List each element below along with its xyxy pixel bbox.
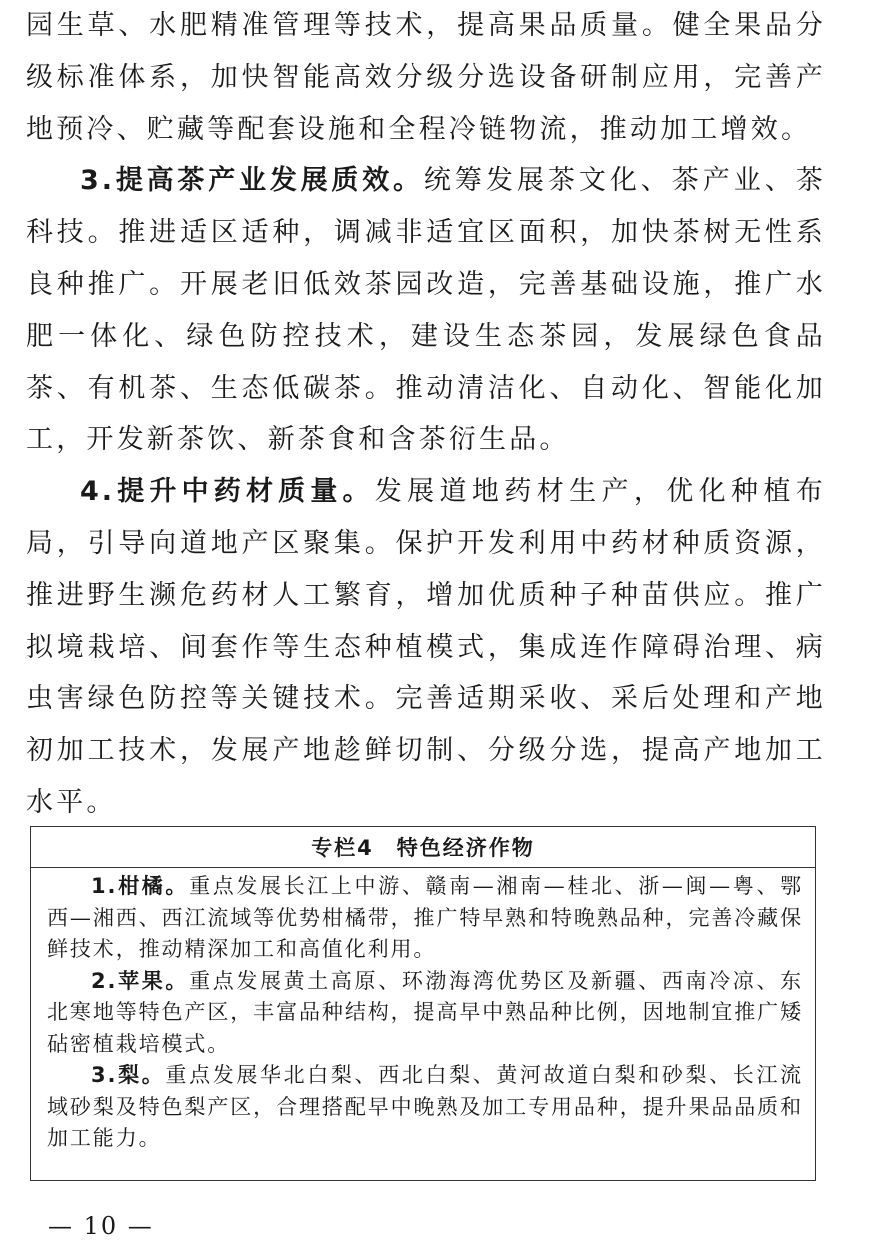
paragraph-continuation (26, 0, 826, 155)
paragraph-text: 园生草、水肥精准管理等技术，提高果品质量。健全果品分级标准体系，加快智能高效分级分选设备研制应用，完善产地预冷、贮藏等配套设施和全程冷链物流，推动加工增效。 (26, 10, 826, 145)
page-number: — 10 — (48, 1212, 154, 1240)
body-text (26, 0, 826, 829)
box-item-text: 重点发展华北白梨、西北白梨、黄河故道白梨和砂梨、长江流域砂梨及特色梨产区，合理搭配早中晚熟及加工专用品种，提升果品品质和加工能力。 (47, 1063, 803, 1150)
box-item-text: 重点发展长江上中游、赣南—湘南—桂北、浙—闽—粤、鄂西—湘西、西江流域等优势柑橘带，推广特早熟和特晚熟品种，完善冷藏保鲜技术，推动精深加工和高值化利用。 (47, 874, 803, 961)
feature-box (30, 826, 816, 1181)
paragraph-text: 发展道地药材生产，优化种植布局，引导向道地产区聚集。保护开发利用中药材种质资源，推进野生濒危药材人工繁育，增加优质种子种苗供应。推广拟境栽培、间套作等生态种植模式，集成连作障碍治理、病虫害绿色防控等关键技术。完善适期采收、采后处理和产地初加工技术，发展产地趁鲜切制、分级分选，提高产地加工水平。 (26, 476, 826, 818)
paragraph-herbal-medicine (26, 466, 826, 829)
box-body (31, 868, 815, 1155)
box-item-heading: 1.柑橘。 (91, 874, 190, 898)
paragraph-heading: 4.提升中药材质量。 (80, 476, 375, 508)
box-title: 专栏4 特色经济作物 (31, 827, 815, 868)
paragraph-tea (26, 155, 826, 466)
box-item-pear (47, 1060, 803, 1155)
box-item-text: 重点发展黄土高原、环渤海湾优势区及新疆、西南冷凉、东北寒地等特色产区，丰富品种结构，提高早中熟品种比例，因地制宜推广矮砧密植栽培模式。 (47, 968, 803, 1056)
box-item-heading: 3.梨。 (91, 1063, 166, 1087)
paragraph-heading: 3.提高茶产业发展质效。 (80, 165, 424, 197)
box-item-citrus (47, 871, 803, 966)
box-item-apple (47, 966, 803, 1061)
box-item-heading: 2.苹果。 (91, 968, 190, 993)
paragraph-text: 统筹发展茶文化、茶产业、茶科技。推进适区适种，调减非适宜区面积，加快茶树无性系良种推广。开展老旧低效茶园改造，完善基础设施，推广水肥一体化、绿色防控技术，建设生态茶园，发展绿色食品茶、有机茶、生态低碳茶。推动清洁化、自动化、智能化加工，开发新茶饮、新茶食和含茶衍生品。 (26, 165, 826, 456)
